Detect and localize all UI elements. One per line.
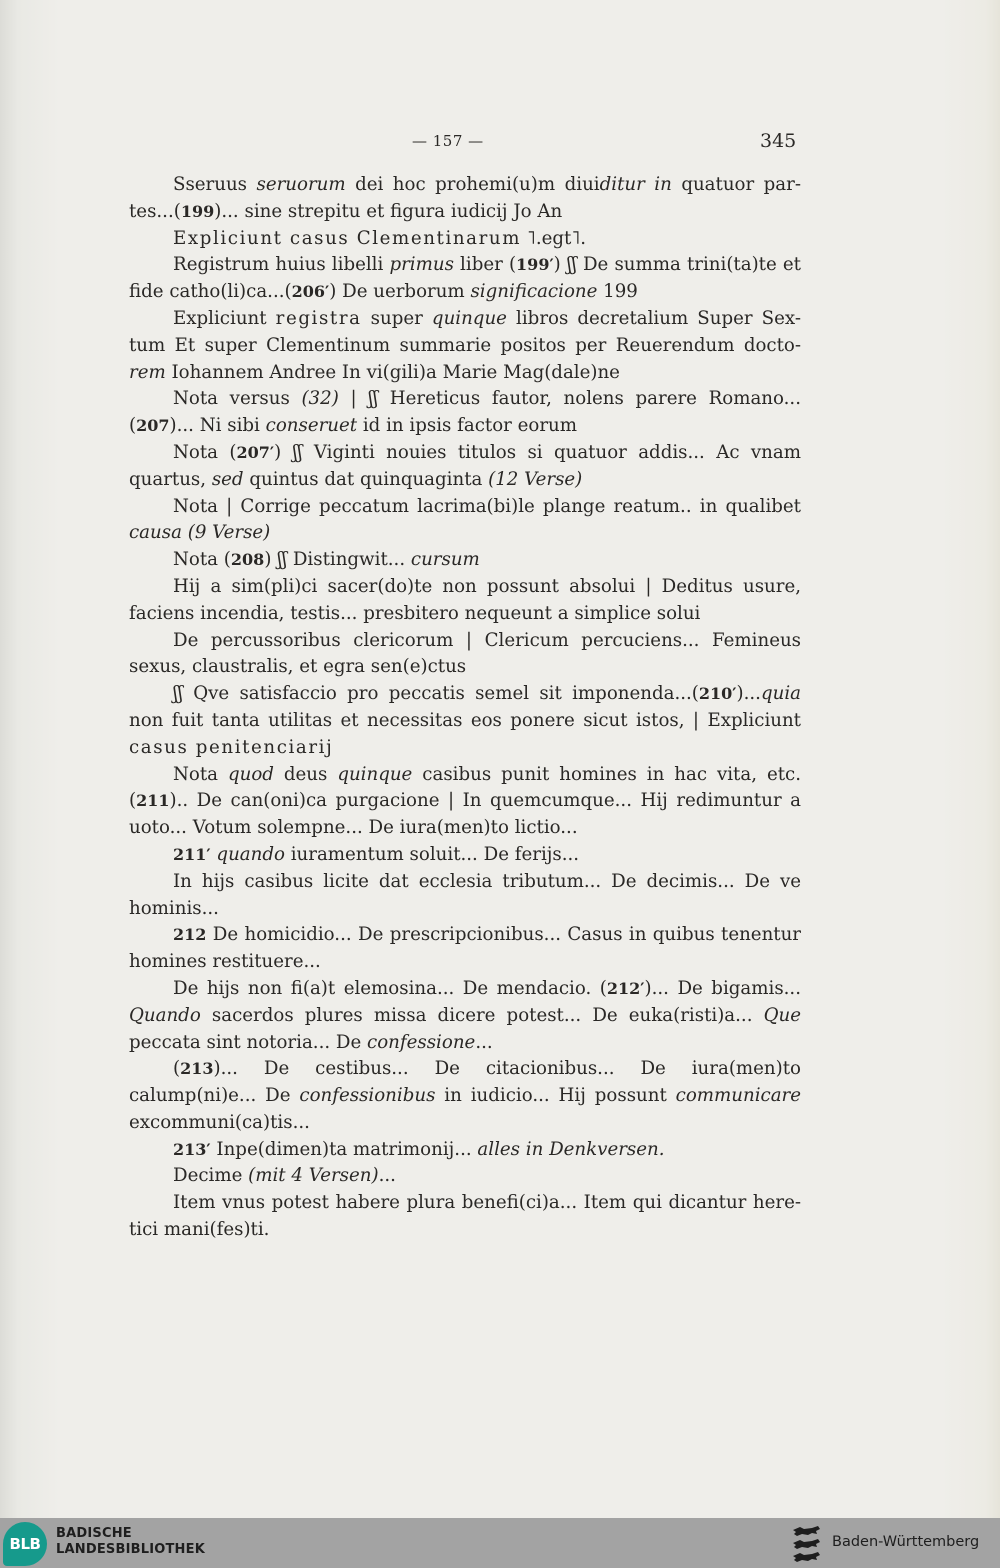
- text-run: significacione: [470, 281, 598, 303]
- text-run: )...: [736, 683, 761, 705]
- library-name-line2: LANDESBIBLIOTHEK: [56, 1542, 205, 1557]
- text-run: Hij a sim(pli)ci sacer(do)te non possunt absolui | Deditus usure, faciens incendia, testis... presbitero nequeunt a simplice solui: [129, 575, 801, 624]
- text-run: liber (: [453, 254, 517, 276]
- text-run: Decime: [173, 1165, 249, 1187]
- paragraph: [129, 440, 801, 494]
- text-run: ) ʃʃ De summa trini(ta)te et fide catho(li)ca...(: [129, 254, 801, 303]
- text-run: 199: [180, 201, 215, 221]
- text-run: rem: [129, 361, 166, 383]
- paragraph: [129, 1163, 801, 1190]
- paragraph: [129, 869, 801, 923]
- text-run: 210′: [698, 684, 737, 704]
- text-run: (12 Verse): [488, 468, 583, 490]
- text-run: causa: [129, 522, 182, 544]
- paragraph: [129, 762, 801, 842]
- paragraph: [129, 1137, 801, 1164]
- text-run: iuramentum soluit... De ferijs...: [284, 843, 580, 865]
- text-run: deus: [273, 763, 338, 785]
- text-run: sed: [211, 468, 244, 490]
- three-lions-crest-icon: [790, 1524, 822, 1564]
- text-run: Sseruus: [173, 174, 257, 195]
- text-run: In hijs casibus licite dat ecclesia tributum... De decimis... De ve hominis...: [129, 870, 801, 919]
- footer-bar: [0, 1518, 1000, 1568]
- text-run: primus: [389, 254, 454, 276]
- text-run: 208: [230, 550, 265, 570]
- text-run: )... De bigamis...: [644, 977, 801, 999]
- page-number-folio: 345: [760, 130, 797, 152]
- text-run: quintus dat quinquaginta: [243, 468, 489, 490]
- text-run: De hijs non fi(a)t elemosina... De mendacio. (: [173, 977, 607, 999]
- text-run: 207′: [236, 442, 275, 462]
- text-run: )... Ni sibi: [169, 415, 266, 437]
- text-run: 199′: [516, 255, 554, 275]
- paragraph: [129, 842, 801, 869]
- text-run: confessione: [367, 1031, 476, 1053]
- text-run: Expliciunt: [173, 307, 276, 329]
- text-run: De homicidio... De prescripcionibus... Casus in quibus tenentur homines restituere...: [129, 924, 801, 973]
- paragraph: [129, 494, 801, 548]
- text-run: quia: [760, 683, 801, 705]
- text-run: 207: [136, 416, 170, 436]
- text-run: non fuit tanta utilitas et necessitas eos ponere sicut istos, | Expliciunt: [129, 709, 801, 731]
- text-run: 212′: [606, 978, 645, 998]
- text-run: ʃʃ Qve satisfaccio pro peccatis semel sit imponenda...(: [173, 683, 699, 705]
- text-run: ˥.egt˥.: [521, 227, 587, 249]
- text-run: (32): [301, 388, 339, 410]
- text-run: Nota (: [173, 549, 231, 571]
- text-run: Nota (: [173, 441, 237, 463]
- text-run: )... sine strepitu et figura iudicij Jo An: [214, 200, 563, 222]
- text-run: Item vnus potest habere plura benefi(ci)a... Item qui dicantur here-tici mani(fes)ti.: [129, 1192, 801, 1241]
- text-run: casibus punit homines in hac vita, etc. (: [129, 763, 801, 812]
- text-run: 211′: [173, 844, 211, 864]
- text-run: dei hoc: [345, 174, 436, 195]
- text-run: (mit 4 Versen): [248, 1165, 379, 1187]
- text-run: in: [654, 174, 672, 195]
- text-run: casus penitenciarij: [129, 736, 334, 758]
- text-run: sacerdos plures missa dicere potest... De euka(risti)a...: [200, 1004, 764, 1026]
- text-run: Nota: [173, 763, 228, 785]
- text-run: ) De uerborum: [329, 281, 471, 303]
- text-run: De percussoribus clericorum | Clericum percuciens... Femineus sexus, claustralis, et egra sen(e)ctus: [129, 629, 801, 678]
- text-run: 213: [180, 1059, 214, 1079]
- text-run: seruorum: [256, 174, 346, 195]
- page-number-center: — 157 —: [412, 132, 484, 150]
- text-run: ...: [475, 1031, 493, 1053]
- text-run: Expliciunt casus Clementinarum: [173, 227, 522, 249]
- text-run: Que: [763, 1004, 801, 1026]
- text-run: 213′: [173, 1139, 211, 1159]
- state-name: Baden-Württemberg: [832, 1534, 980, 1550]
- paragraph: [129, 922, 801, 976]
- paragraph: [129, 226, 801, 253]
- text-run: 199: [597, 281, 638, 303]
- text-run: in iudicio... Hij possunt: [435, 1085, 676, 1107]
- text-run: 212: [173, 925, 207, 945]
- paragraph: [129, 306, 801, 386]
- text-run: ) ʃʃ Viginti nouies titulos si quatuor addis... Ac vnam quartus,: [129, 441, 801, 490]
- paragraph: [129, 1056, 801, 1136]
- text-run: quinque: [337, 763, 413, 785]
- text-run: registra: [275, 307, 362, 329]
- text-run: (9 Verse): [187, 522, 271, 544]
- text-run: id in ipsis factor eorum: [357, 415, 577, 437]
- paragraph: [129, 386, 801, 440]
- paragraph: [129, 252, 801, 306]
- text-run: quinque: [431, 307, 507, 329]
- text-run: ...: [378, 1165, 396, 1187]
- paragraph: [129, 628, 801, 682]
- text-run: 206′: [291, 282, 330, 302]
- text-run: quod: [227, 763, 274, 785]
- running-header: [0, 130, 1000, 156]
- paragraph: [129, 547, 801, 574]
- text-run: (: [173, 1058, 181, 1080]
- text-run: excommuni(ca)tis...: [129, 1111, 310, 1133]
- text-run: diui: [555, 174, 600, 195]
- text-run: cursum: [410, 549, 480, 571]
- text-run: Inpe(dimen)ta matrimonij...: [210, 1138, 478, 1160]
- text-run: ).. De can(oni)ca purgacione | In quemcumque... Hij redimuntur a uoto... Votum solempne... De iura(men)to lictio...: [129, 790, 801, 839]
- text-run: confessionibus: [299, 1085, 436, 1107]
- text-run: alles in Denkversen.: [477, 1138, 665, 1160]
- text-run: quatuor par-tes...(: [129, 174, 801, 222]
- paragraph: [129, 1190, 801, 1244]
- text-run: super: [361, 307, 432, 329]
- paragraph: [129, 681, 801, 761]
- text-run: conseruet: [265, 415, 358, 437]
- text-run: Iohannem Andree In vi(gili)a Marie Mag(dale)ne: [165, 361, 620, 383]
- text-run: ) ʃʃ Distingwit...: [264, 549, 411, 571]
- text-run: 211: [136, 791, 170, 811]
- body-text: [129, 172, 801, 1244]
- text-run: Nota versus: [173, 388, 302, 410]
- text-run: libros decretalium Super Sex-tum Et super Clementinum summarie positos per Reuerendum docto-: [129, 307, 801, 356]
- text-run: | ʃʃ Hereticus fautor, nolens parere Romano... (: [129, 388, 801, 437]
- library-name-line1: BADISCHE: [56, 1526, 132, 1541]
- text-run: prohemi(u)m: [435, 174, 556, 195]
- text-run: )... De cestibus... De citacionibus... De iura(men)to calump(ni)e... De: [129, 1058, 801, 1107]
- blb-logo[interactable]: BLB: [3, 1522, 47, 1566]
- text-run: Nota | Corrige peccatum lacrima(bi)le plange reatum.. in qualibet: [173, 495, 801, 517]
- text-run: communicare: [675, 1085, 802, 1107]
- text-run: Registrum huius libelli: [173, 254, 390, 276]
- text-run: ditur: [599, 174, 645, 195]
- paragraph: [129, 574, 801, 628]
- text-run: peccata sint notoria... De: [129, 1031, 368, 1053]
- text-run: quando: [216, 843, 285, 865]
- paragraph: [129, 976, 801, 1056]
- text-run: [645, 174, 655, 195]
- library-name[interactable]: [56, 1526, 205, 1558]
- text-run: Quando: [129, 1004, 201, 1026]
- paragraph: [129, 172, 801, 226]
